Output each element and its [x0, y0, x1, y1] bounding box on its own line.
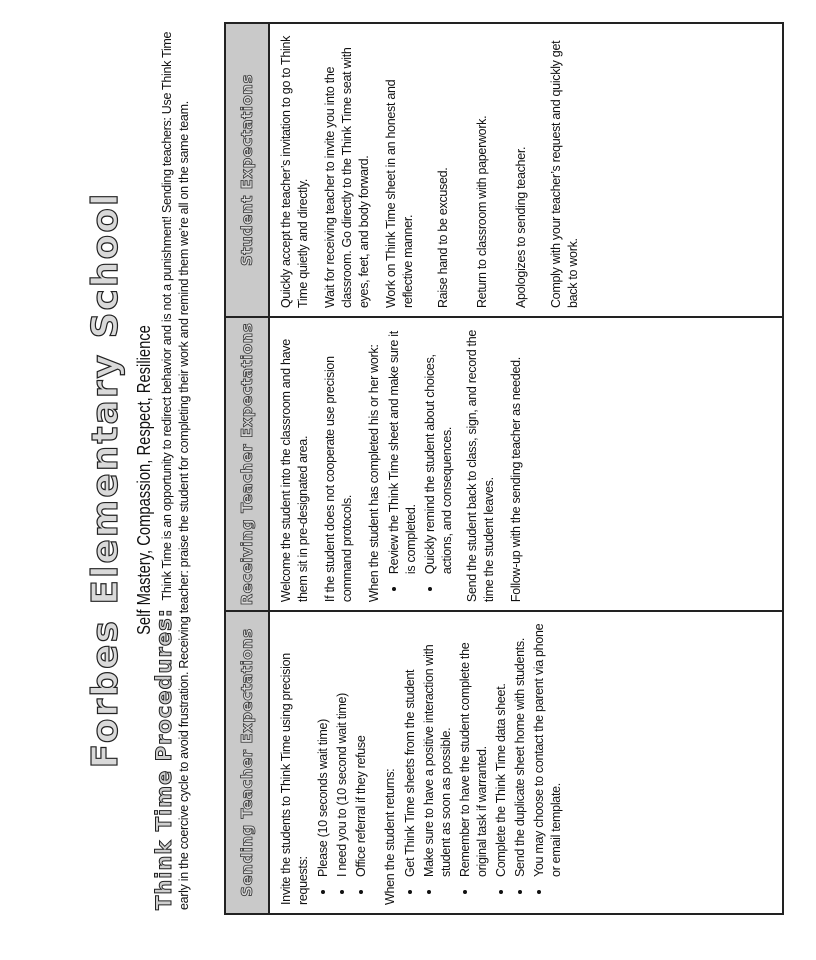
- school-title: Forbes Elementary School: [85, 191, 126, 769]
- list-item: • You may choose to contact the parent via phone or email template.: [530, 620, 565, 879]
- header-student: Student Expectations: [225, 23, 269, 317]
- list-item: • Office referral if they refuse: [352, 620, 370, 879]
- receiving-p1: Welcome the student into the classroom and have them sit in pre-designated area.: [279, 339, 310, 603]
- receiving-p3: When the student has completed his or her work:: [367, 344, 381, 603]
- procedures-heading: Think Time Procedures:: [152, 607, 176, 910]
- procedures-text: Think Time is an opportunity to redirect behavior and is not a punishment! Sending teachers: Use Think Time early in the coercive cycle to avoid frustration. Receiving teacher: praise the student for completing their work and remind them we’re all on the same team.: [160, 31, 191, 910]
- list-item: • Send the duplicate sheet home with students.: [511, 620, 529, 879]
- sending-returns-intro: When the student returns:: [383, 768, 397, 905]
- list-item: • Quickly remind the student about choices, actions, and consequences.: [421, 326, 456, 576]
- header-receiving-teacher: Receiving Teacher Expectations: [225, 317, 269, 611]
- sending-intro: Invite the students to Think Time using precision requests:: [279, 653, 310, 905]
- list-item: • I need you to (10 second wait time): [333, 620, 351, 879]
- student-item: Apologizes to sending teacher.: [514, 146, 528, 309]
- student-item: Return to classroom with paperwork.: [475, 115, 489, 309]
- list-item: • Review the Think Time sheet and make sure it is completed.: [385, 326, 420, 576]
- list-item: • Get Think Time sheets from the student: [401, 620, 419, 879]
- receiving-p2: If the student does not cooperate use precision command protocols.: [323, 356, 354, 603]
- table-header-row: [225, 23, 269, 914]
- student-item: Work on Think Time sheet in an honest and reflective manner.: [384, 79, 415, 309]
- student-cell: [269, 23, 783, 317]
- table-body-row: [269, 23, 783, 914]
- returns-list: [401, 620, 565, 905]
- student-item: Raise hand to be excused.: [436, 167, 450, 309]
- school-tagline: Self Mastery, Compassion, Respect, Resilience: [134, 325, 154, 635]
- expectations-table: [224, 22, 784, 915]
- list-item: • Please (10 seconds wait time): [314, 620, 332, 879]
- student-item: Wait for receiving teacher to invite you into the classroom. Go directly to the Think Time seat with eyes, feet, and body forward.: [323, 47, 371, 309]
- list-item: • Complete the Think Time data sheet.: [492, 620, 510, 879]
- precision-requests-list: [314, 620, 370, 905]
- student-item: Quickly accept the teacher’s invitation to go to Think Time quietly and directly.: [279, 35, 310, 309]
- sending-teacher-cell: [269, 611, 783, 914]
- receiving-p4: Send the student back to class, sign, and record the time the student leaves.: [465, 329, 496, 603]
- student-item: Comply with your teacher’s request and quickly get back to work.: [549, 40, 580, 309]
- list-item: • Make sure to have a positive interaction with student as soon as possible.: [420, 620, 455, 879]
- list-item: • Remember to have the student complete the original task if warranted.: [456, 620, 491, 879]
- receiving-bullets: [385, 326, 456, 602]
- procedures-intro: [152, 25, 193, 910]
- receiving-p5: Follow-up with the sending teacher as needed.: [509, 357, 523, 603]
- receiving-teacher-cell: [269, 317, 783, 611]
- header-sending-teacher: Sending Teacher Expectations: [225, 611, 269, 914]
